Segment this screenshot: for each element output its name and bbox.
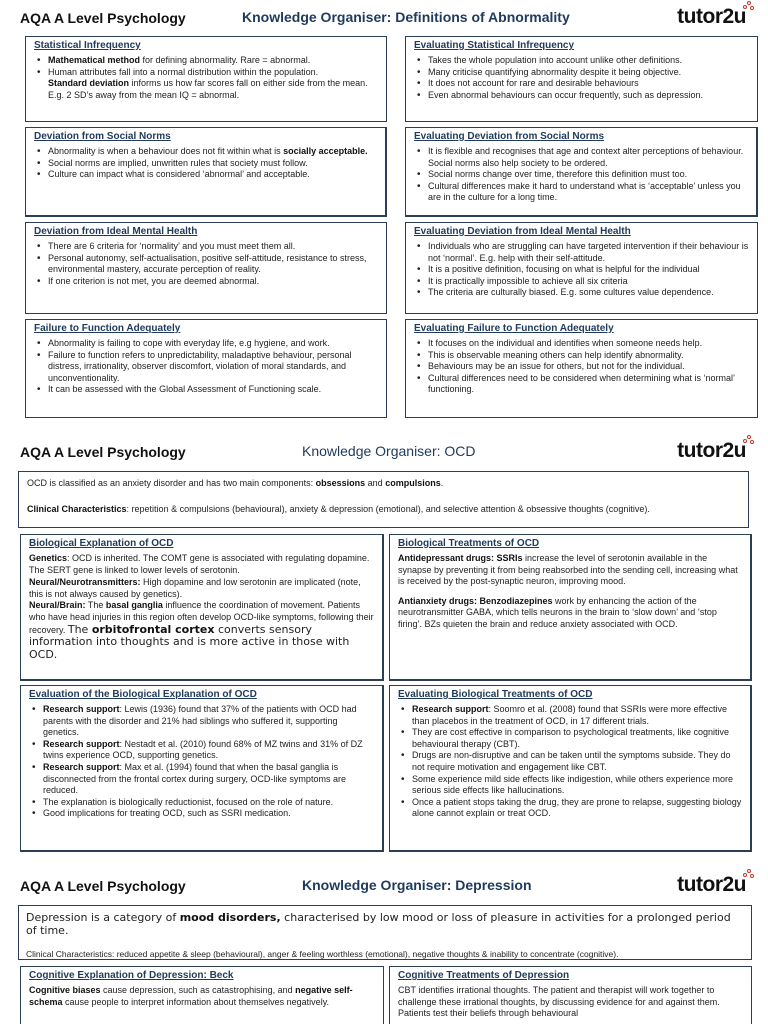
- eval-biological-explanation-box: [20, 685, 384, 852]
- list-item: • Once a patient stops taking the drug, they are prone to relapse, suggesting biology alone cannot explain or treat OCD.: [398, 797, 742, 820]
- eval-biological-treatments-box: [389, 685, 752, 852]
- box-heading: Evaluating Statistical Infrequency: [414, 40, 575, 51]
- list-item: • Culture can impact what is considered ‘abnormal’ and acceptable.: [34, 169, 377, 181]
- eval-social-norms-box: [405, 127, 758, 217]
- benzodiazepines-text: Antianxiety drugs: Benzodiazepines work by enhancing the action of the neurotransmitter GABA, which tells neurons in the brain to ‘slow down’ and ‘stop firing’. BZs quieten the brain and reduce anxiety associated with OCD.: [398, 595, 717, 629]
- failure-to-function-box: [25, 319, 387, 418]
- list-item: • Research support: Nestadt et al. (2010) found 68% of MZ twins and 31% of DZ twins experience OCD, supporting genetics.: [29, 739, 374, 762]
- box-heading: Evaluating Deviation from Ideal Mental Health: [414, 226, 631, 237]
- logo-sprig-icon: [743, 869, 755, 881]
- list-item: • Abnormality is when a behaviour does not fit within what is socially acceptable.: [34, 146, 377, 158]
- list-item: • The explanation is biologically reductionist, focused on the role of nature.: [29, 797, 374, 809]
- std-dev-text: Standard deviation informs us how far scores fall on either side from the mean. E.g. 2 SD’s away from the mean IQ = abnormal.: [48, 78, 368, 100]
- list-item: • Personal autonomy, self-actualisation, positive self-attitude, resistance to stress, environmental mastery, accurate perception of reality.: [34, 253, 378, 276]
- list-item: • It focuses on the individual and identifies when someone needs help.: [414, 338, 749, 350]
- box-heading: Evaluating Deviation from Social Norms: [414, 131, 605, 142]
- course-title: AQA A Level Psychology: [20, 444, 186, 460]
- list-item: • If one criterion is not met, you are deemed abnormal.: [34, 276, 378, 288]
- box-heading: Cognitive Treatments of Depression: [398, 970, 570, 981]
- list-item: • It is a positive definition, focusing on what is helpful for the individual: [414, 264, 749, 276]
- ssri-text: Antidepressant drugs: SSRIs increase the level of serotonin available in the synapse by preventing it from being reabsorbed into the sending cell, increasing what is received by the post-synaptic neuron, improving mood.: [398, 553, 738, 587]
- logo-sprig-icon: [743, 1, 755, 13]
- statistical-infrequency-box: [25, 36, 387, 122]
- box-heading: Biological Treatments of OCD: [398, 538, 540, 549]
- list-item: • Cultural differences make it hard to understand what is ‘acceptable’ unless you are in the culture for a long time.: [414, 181, 748, 204]
- eval-statistical-infrequency-box: [405, 36, 758, 122]
- eval-failure-to-function-box: [405, 319, 758, 418]
- cbt-text: CBT identifies irrational thoughts. The patient and therapist will work together to challenge these irrational thoughts, by discussing evidence for and against them. Patients test their beliefs through behavioural: [398, 985, 720, 1019]
- box-heading: Cognitive Explanation of Depression: Beck: [29, 970, 234, 981]
- logo-sprig-icon: [743, 435, 755, 447]
- box-heading: Evaluating Failure to Function Adequately: [414, 323, 614, 334]
- box-heading: Deviation from Ideal Mental Health: [34, 226, 198, 237]
- page-title: Knowledge Organiser: Depression: [302, 877, 532, 893]
- ocd-header: [0, 436, 768, 466]
- list-item: • Individuals who are struggling can have targeted intervention if their behaviour is not ‘normal’. E.g. help with their self-attitude.: [414, 241, 749, 264]
- ocd-intro-text: OCD is classified as an anxiety disorder and has two main components: obsessions and compulsions.: [27, 478, 444, 488]
- box-heading: Failure to Function Adequately: [34, 323, 181, 334]
- list-item: • Even abnormal behaviours can occur frequently, such as depression.: [414, 90, 749, 102]
- depression-intro-box: [18, 905, 752, 960]
- box-heading: Statistical Infrequency: [34, 40, 141, 51]
- list-item: • Takes the whole population into account unlike other definitions.: [414, 55, 749, 67]
- abnormality-header: [0, 2, 768, 32]
- list-item: • It does not account for rare and desirable behaviours: [414, 78, 749, 90]
- neurotransmitters-text: Neural/Neurotransmitters: High dopamine and low serotonin are implicated (note, this is not always caused by genetics).: [29, 577, 361, 599]
- cognitive-explanation-box: [20, 966, 384, 1024]
- list-item: • Research support: Lewis (1936) found that 37% of the patients with OCD had parents with the disorder and 21% had siblings who suffered it, supporting genetics.: [29, 704, 374, 739]
- list-item: • Research support: Max et al. (1994) found that when the basal ganglia is disconnected from the frontal cortex during surgery, OCD-like symptoms are reduced.: [29, 762, 374, 797]
- course-title: AQA A Level Psychology: [20, 878, 186, 894]
- list-item: • It can be assessed with the Global Assessment of Functioning scale.: [34, 384, 378, 396]
- list-item: • Human attributes fall into a normal distribution within the population.: [34, 67, 378, 79]
- tutor2u-logo: tutor2u: [677, 873, 746, 897]
- list-item: • Drugs are non-disruptive and can be taken until the symptoms subside. They do not require motivation and engagement like CBT.: [398, 750, 742, 773]
- biological-explanation-box: [20, 534, 384, 681]
- list-item: • They are cost effective in comparison to psychological treatments, like cognitive behavioural therapy (CBT).: [398, 727, 742, 750]
- depression-intro-text: Depression is a category of mood disorders, characterised by low mood or loss of pleasure in activities for a prolonged period of time.: [26, 911, 731, 937]
- list-item: • Mathematical method for defining abnormality. Rare = abnormal.: [34, 55, 378, 67]
- page-title: Knowledge Organiser: Definitions of Abnormality: [242, 9, 570, 25]
- box-heading: Biological Explanation of OCD: [29, 538, 174, 549]
- list-item: • Good implications for treating OCD, such as SSRI medication.: [29, 808, 374, 820]
- list-item: • Some experience mild side effects like indigestion, while others experience more serious side effects like hallucinations.: [398, 774, 742, 797]
- box-heading: Evaluation of the Biological Explanation of OCD: [29, 689, 257, 700]
- list-item: • There are 6 criteria for ‘normality’ and you must meet them all.: [34, 241, 378, 253]
- page-title: Knowledge Organiser: OCD: [302, 443, 476, 459]
- cognitive-biases-text: Cognitive biases cause depression, such as catastrophising, and negative self-schema cause people to interpret information about themselves negatively.: [29, 985, 353, 1007]
- list-item: • It is practically impossible to achieve all six criteria: [414, 276, 749, 288]
- list-item: • Social norms are implied, unwritten rules that society must follow.: [34, 158, 377, 170]
- tutor2u-logo: tutor2u: [677, 439, 746, 463]
- list-item: • Social norms change over time, therefore this definition must too.: [414, 169, 748, 181]
- list-item: • Failure to function refers to unpredictability, maladaptive behaviour, personal distress, irrationality, observer discomfort, violation of moral standards, and unconventionality.: [34, 350, 378, 385]
- biological-treatments-box: [389, 534, 752, 681]
- box-heading: Evaluating Biological Treatments of OCD: [398, 689, 593, 700]
- ideal-mental-health-box: [25, 222, 387, 314]
- list-item: • Behaviours may be an issue for others, but not for the individual.: [414, 361, 749, 373]
- depression-header: [0, 870, 768, 900]
- tutor2u-logo: tutor2u: [677, 5, 746, 29]
- list-item: • Abnormality is failing to cope with everyday life, e.g hygiene, and work.: [34, 338, 378, 350]
- list-item: • It is flexible and recognises that age and context alter perceptions of behaviour. Social norms also help society to be ordered.: [414, 146, 748, 169]
- course-title: AQA A Level Psychology: [20, 10, 186, 26]
- list-item: • The criteria are culturally biased. E.g. some cultures value dependence.: [414, 287, 749, 299]
- social-norms-box: [25, 127, 387, 217]
- genetics-text: Genetics: OCD is inherited. The COMT gene is associated with regulating dopamine. The SERT gene is linked to lower levels of serotonin.: [29, 553, 370, 575]
- list-item: • Many criticise quantifying abnormality despite it being objective.: [414, 67, 749, 79]
- ocd-intro-box: [18, 471, 749, 528]
- list-item: • Cultural differences need to be considered when determining what is ‘normal’ functioning.: [414, 373, 749, 396]
- list-item: • This is observable meaning others can help identify abnormality.: [414, 350, 749, 362]
- list-item: • Research support: Soomro et al. (2008) found that SSRIs were more effective than placebos in the treatment of OCD, in 17 different trials.: [398, 704, 742, 727]
- eval-ideal-mental-health-box: [405, 222, 758, 314]
- neural-brain-text: Neural/Brain: The basal ganglia influence the coordination of movement. Patients who have head injuries in this region often develop OCD-like symptoms, following their recovery. The orbitofrontal cortex converts sensory information into thoughts and is more active in those with OCD.: [29, 600, 374, 661]
- depression-clinical-text: Clinical Characteristics: reduced appetite & sleep (behavioural), anger & feeling worthless (emotional), negative thoughts & inability to concentrate (cognitive).: [26, 949, 619, 959]
- ocd-clinical-text: Clinical Characteristics: repetition & compulsions (behavioural), anxiety & depression (emotional), and selective attention & obsessive thoughts (cognitive).: [27, 503, 650, 514]
- cognitive-treatments-box: [389, 966, 752, 1024]
- box-heading: Deviation from Social Norms: [34, 131, 171, 142]
